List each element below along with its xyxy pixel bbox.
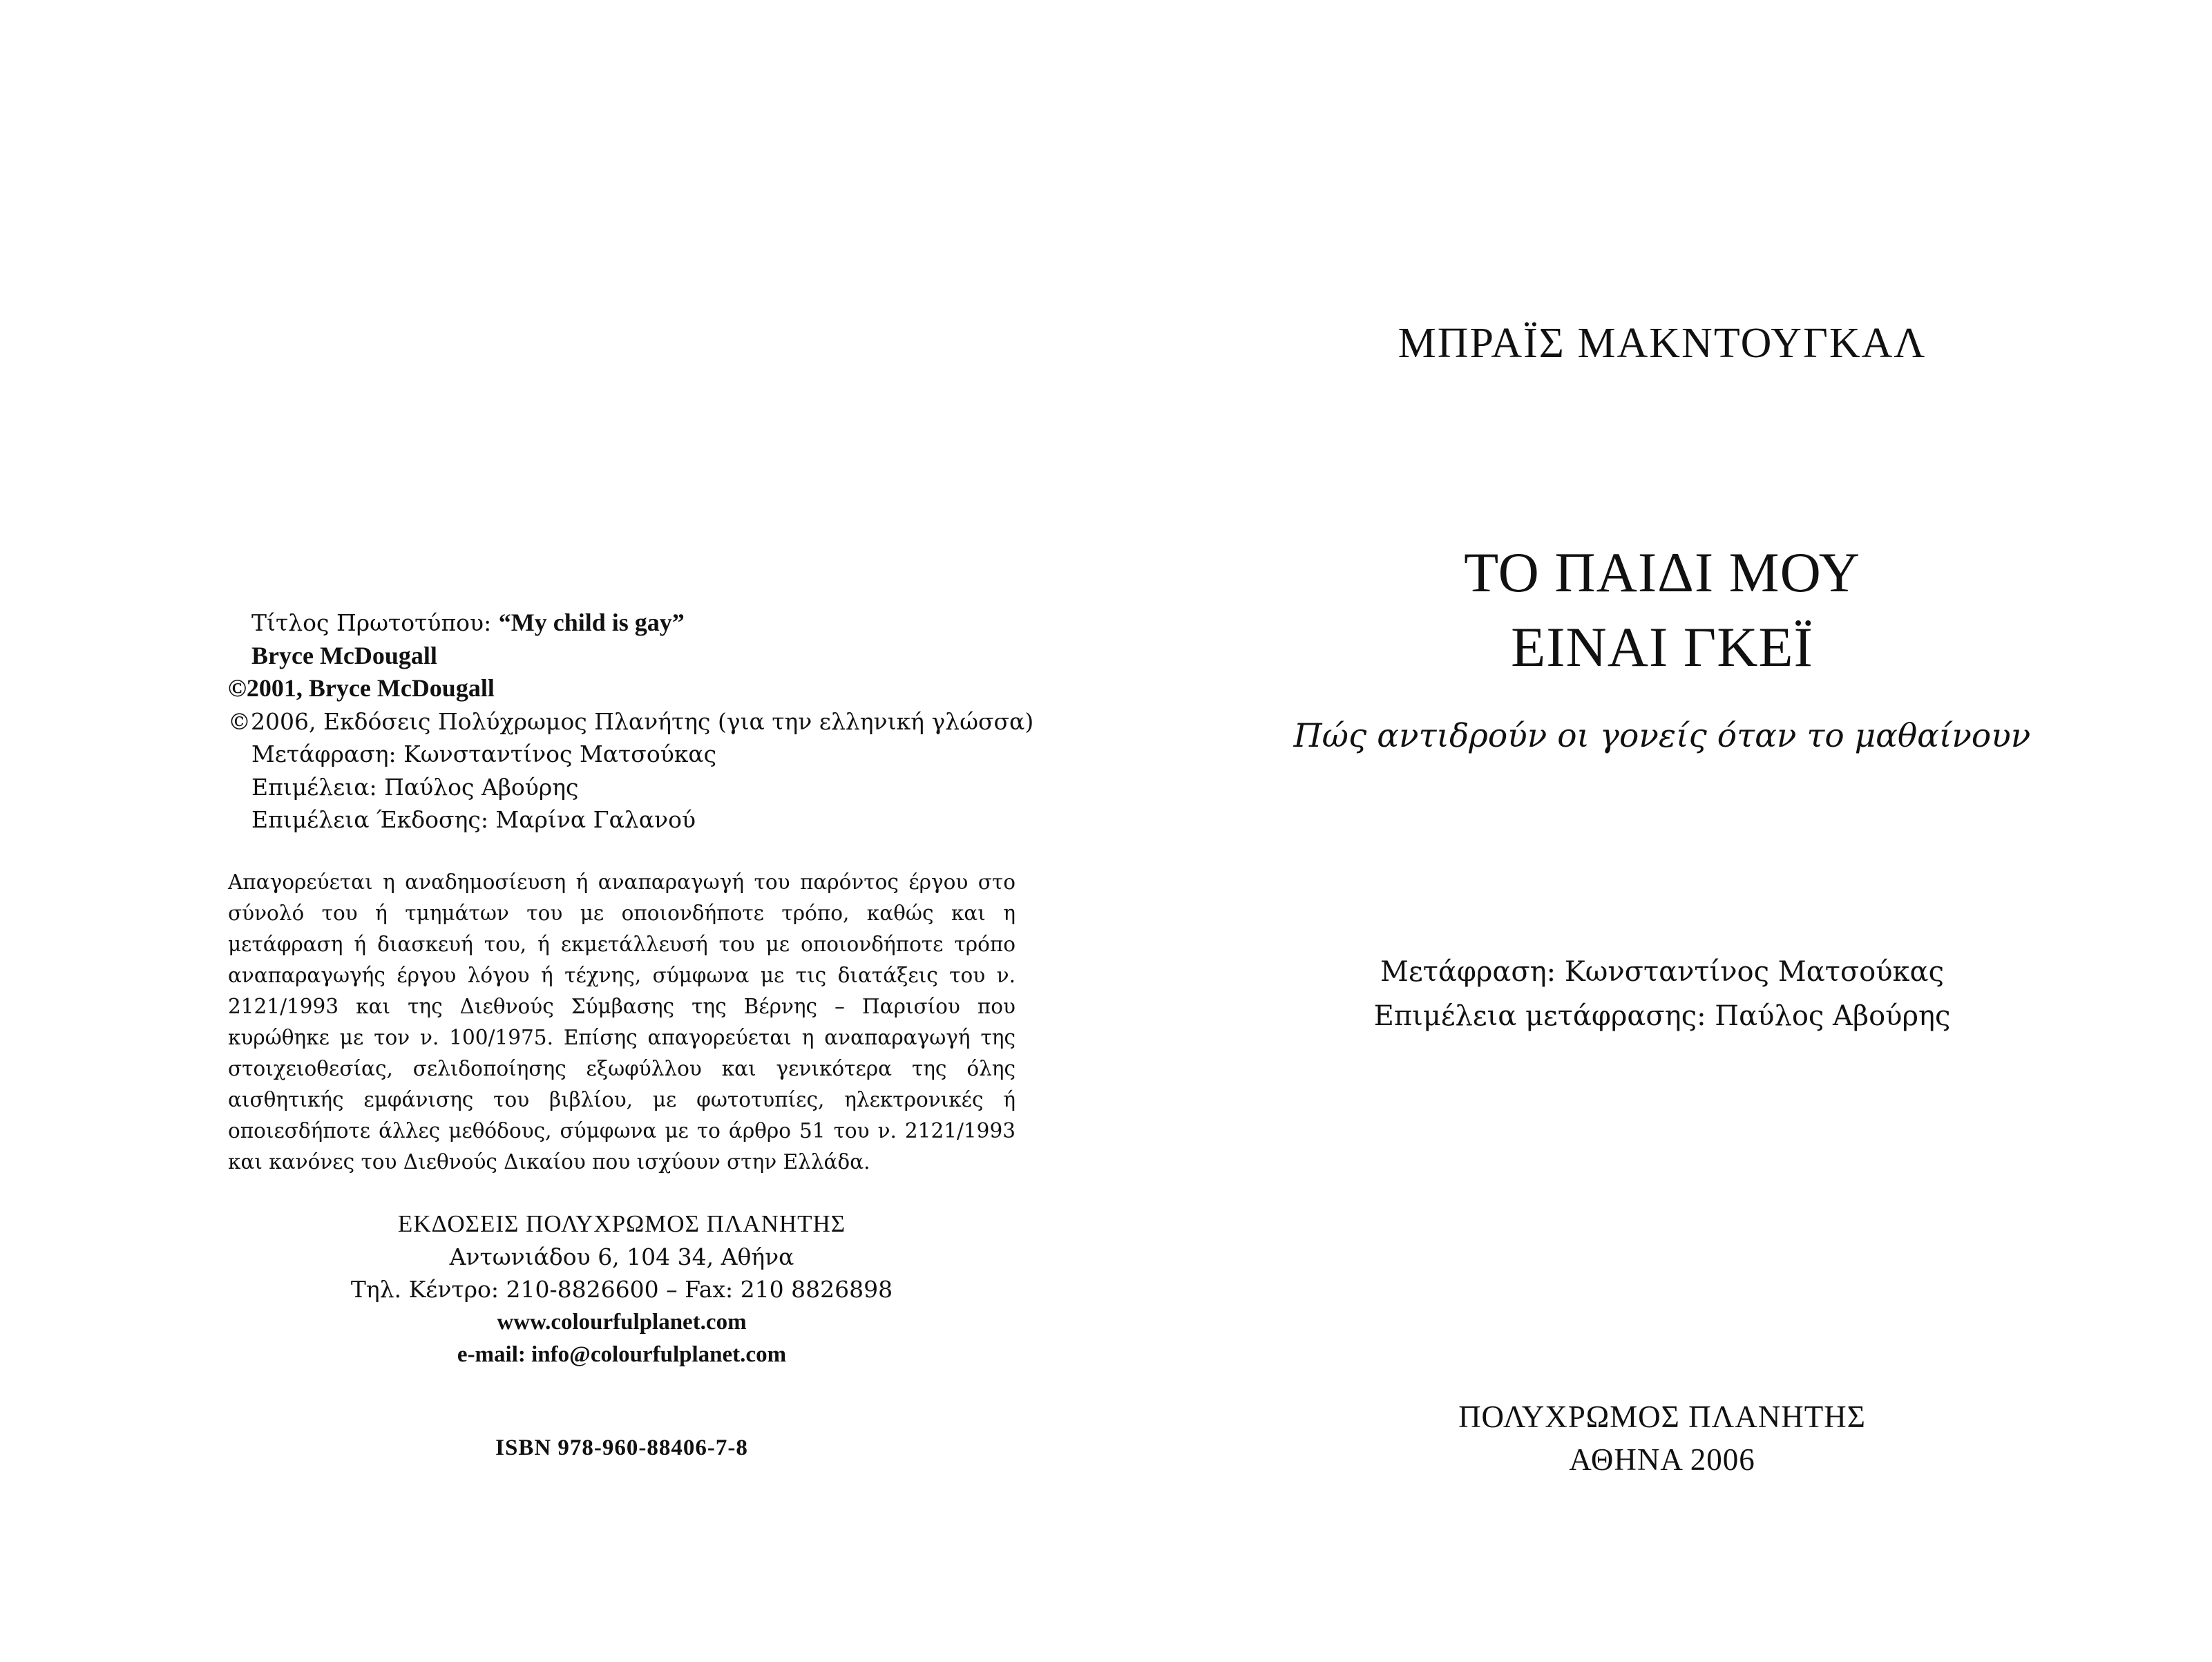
imprint-place-year: ΑΘΗΝΑ 2006 (1569, 1442, 1755, 1477)
isbn: ISBN 978-960-88406-7-8 (495, 1435, 748, 1460)
original-title-label: Τίτλος Πρωτοτύπου: (251, 609, 492, 636)
legal-notice: Απαγορεύεται η αναδημοσίευση ή αναπαραγωγή του παρόντος έργου στο σύνολό του ή τμημάτων του με οποιονδήποτε τρόπο, καθώς και η μετάφραση ή διασκευή του, ή εκμετάλλευσή του με οποιονδήποτε τρόπο αναπαραγωγής έργου λόγου ή τέχνης, σύμφωνα με τις διατάξεις του ν. 2121/1993 και της Διεθνούς Σύμβασης της Βέρνης – Παρισίου που κυρώθηκε με τον ν. 100/1975. Επίσης απαγορεύεται η αναπαραγωγή της στοιχειοθεσίας, σελιδοποίησης εξωφύλλου και γενικότερα της όλης αισθητικής εμφάνισης του βιβλίου, με φωτοτυπίες, ηλεκτρονικές ή οποιεσδήποτε άλλες μεθόδους, σύμφωνα με το άρθρο 51 του ν. 2121/1993 και κανόνες του Διεθνούς Δικαίου που ισχύουν στην Ελλάδα. (228, 870, 1016, 1174)
title-page (1106, 0, 2212, 1662)
credits-block (228, 606, 1034, 837)
translator-credit: Μετάφραση: Κωνσταντίνος Ματσούκας (1380, 956, 1944, 988)
translation-credits (1196, 950, 2128, 1038)
imprint-publisher: ΠΟΛΥΧΡΩΜΟΣ ΠΛΑΝΗΤΗΣ (1458, 1400, 1866, 1434)
book-title-line-1: ΤΟ ΠΑΙΔΙ ΜΟΥ (1464, 541, 1860, 604)
copyright-original: ©2001, Bryce McDougall (228, 674, 495, 702)
book-title (1196, 535, 2128, 685)
publisher-email: e-mail: info@colourfulplanet.com (457, 1342, 787, 1367)
original-title-line (228, 606, 1022, 640)
editing-credit: Επιμέλεια: Παύλος Αβούρης (251, 773, 579, 801)
original-title-value: “My child is gay” (498, 609, 685, 636)
publisher-website: www.colourfulplanet.com (497, 1309, 747, 1335)
translation-editor-credit: Επιμέλεια μετάφρασης: Παύλος Αβούρης (1373, 1000, 1951, 1032)
publisher-name: ΕΚΔΟΣΕΙΣ ΠΟΛΥΧΡΩΜΟΣ ΠΛΑΝΗΤΗΣ (397, 1210, 846, 1237)
translation-credit: Μετάφραση: Κωνσταντίνος Ματσούκας (251, 741, 717, 767)
author-name: ΜΠΡΑΪΣ ΜΑΚΝΤΟΥΓΚΑΛ (1398, 320, 1927, 367)
publisher-address: Αντωνιάδου 6, 104 34, Αθήνα (449, 1243, 794, 1270)
publisher-info (228, 1207, 1016, 1372)
original-author: Bryce McDougall (251, 641, 437, 669)
edition-editing-credit: Επιμέλεια Έκδοσης: Μαρίνα Γαλανού (251, 806, 696, 833)
book-title-line-2: ΕΙΝΑΙ ΓΚΕΪ (1511, 615, 1813, 678)
publisher-phone: Τηλ. Κέντρο: 210-8826600 – Fax: 210 8826898 (350, 1276, 893, 1303)
copyright-greek: ©2006, Εκδόσεις Πολύχρωμος Πλανήτης (για την ελληνική γλώσσα) (228, 707, 1034, 735)
imprint (1196, 1395, 2128, 1481)
book-subtitle: Πώς αντιδρούν οι γονείς όταν το μαθαίνουν (1293, 717, 2031, 755)
